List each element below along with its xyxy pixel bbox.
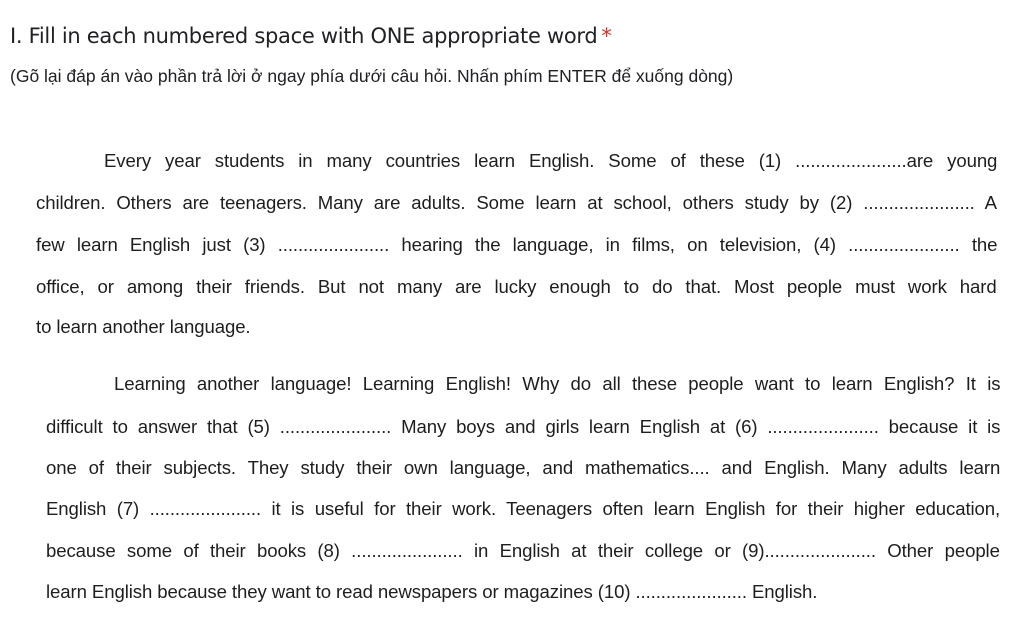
required-mark: * [601, 24, 612, 48]
passage-line: one of their subjects. They study their own language, and mathematics.... and English. Many adults learn [46, 457, 1001, 478]
question-title-text: I. Fill in each numbered space with ONE appropriate word [10, 24, 598, 48]
passage-line: because some of their books (8) ...................... in English at their college or (9)...................... Other people [46, 540, 1000, 561]
question-title [10, 24, 612, 48]
passage-line: children. Others are teenagers. Many are adults. Some learn at school, others study by (2) ...................... A [36, 192, 997, 213]
question-instruction: (Gõ lại đáp án vào phần trả lời ở ngay phía dưới câu hỏi. Nhấn phím ENTER để xuống dòng) [10, 66, 734, 86]
passage-line: office, or among their friends. But not many are lucky enough to do that. Most people must work hard [36, 276, 997, 297]
passage-line: few learn English just (3) ...................... hearing the language, in films, on television, (4) ...................... the [36, 234, 998, 255]
passage-line: learn English because they want to read newspapers or magazines (10) ...................... English. [46, 581, 818, 602]
passage-line: difficult to answer that (5) ...................... Many boys and girls learn English at (6) ...................... because it is [46, 416, 1001, 437]
passage-line: English (7) ...................... it is useful for their work. Teenagers often learn English for their higher education, [46, 498, 1001, 519]
passage-line: to learn another language. [36, 316, 251, 337]
passage-line: Every year students in many countries learn English. Some of these (1) ......................are young [104, 150, 998, 171]
passage-line: Learning another language! Learning English! Why do all these people want to learn English? It is [114, 373, 1001, 394]
